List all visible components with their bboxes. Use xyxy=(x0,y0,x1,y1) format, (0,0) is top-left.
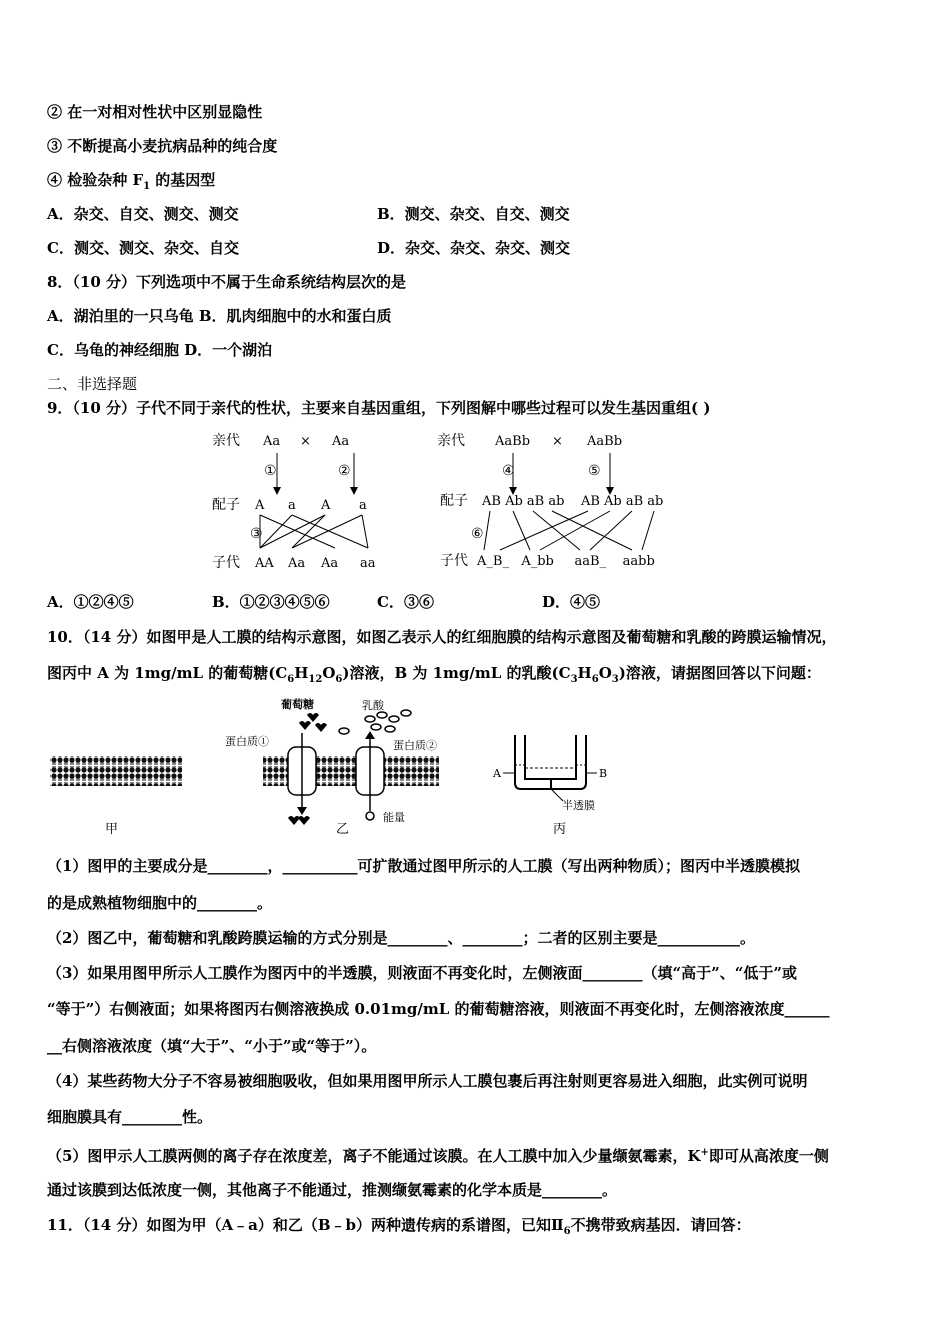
left-gamete-1: A xyxy=(255,498,265,513)
left-gamete-4: a xyxy=(359,498,367,513)
step-5-label: ⑤ xyxy=(588,463,601,479)
right-gamete-label: 配子 xyxy=(440,493,468,509)
q10-stem-2-s3: 6 xyxy=(335,674,343,685)
q7-option-d: D．杂交、杂交、杂交、测交 xyxy=(377,239,571,257)
q10-stem-2-s2: 12 xyxy=(308,674,323,685)
text-line-4 xyxy=(47,170,215,197)
q10-part-5-sup: + xyxy=(700,1147,709,1158)
q10-part-3-line-2: “等于”）右侧液面；如果将图丙右侧溶液换成 0.01mg/mL 的葡萄糖溶液，则液面不再变化时，左侧溶液浓度______ xyxy=(47,1000,830,1018)
q10-part-4-line-1: （4）某些药物大分子不容易被细胞吸收，但如果用图甲所示人工膜包裹后再注射则更容易进入细胞，此实例可说明 xyxy=(47,1072,808,1090)
q11-stem-sub: 6 xyxy=(563,1226,571,1237)
energy-dot xyxy=(366,812,374,820)
step-2-label: ② xyxy=(338,463,351,479)
fig-label-a: A xyxy=(493,767,501,780)
q11-stem xyxy=(47,1215,751,1242)
right-parent-2: AaBb xyxy=(587,434,623,449)
arrow-head-1 xyxy=(273,487,281,495)
right-offspring-label: 子代 xyxy=(440,553,468,569)
q10-part-1-line-1: （1）图甲的主要成分是________，__________可扩散通过图甲所示的人工膜（写出两种物质）；图丙中半透膜模拟 xyxy=(47,857,800,875)
q10-part-5-pre: （5）图甲示人工膜两侧的离子存在浓度差，离子不能通过该膜。在人工膜中加入少量缬氨霉素，K xyxy=(47,1147,701,1165)
energy-label: 能量 xyxy=(383,811,405,824)
left-parent-1: Aa xyxy=(263,434,281,449)
q10-stem-2-s1: 6 xyxy=(287,674,295,685)
left-offspring-label: 子代 xyxy=(212,555,240,571)
left-offspring-2: Aa xyxy=(288,556,306,571)
left-offspring-3: Aa xyxy=(321,556,339,571)
left-parent-label: 亲代 xyxy=(212,433,240,449)
left-cross-sign: × xyxy=(300,434,311,449)
q10-stem-2-g: )溶液，请据图回答以下问题： xyxy=(618,664,821,682)
q10-part-1-line-2: 的是成熟植物细胞中的________。 xyxy=(47,894,273,912)
q10-stem-2 xyxy=(47,663,821,690)
glucose-arrow-head xyxy=(297,807,307,815)
jia-membrane xyxy=(50,756,182,786)
q10-part-5-line-1 xyxy=(47,1143,829,1166)
left-gamete-3: A xyxy=(321,498,331,513)
q9-stem: 9．（10 分）子代不同于亲代的性状，主要来自基因重组，下列图解中哪些过程可以发生基因重组( ) xyxy=(47,399,711,417)
q10-stem-2-c: O xyxy=(322,664,336,682)
q9-option-b: B．①②③④⑤⑥ xyxy=(212,593,330,611)
q7-option-c: C．测交、测交、杂交、自交 xyxy=(47,239,239,257)
glucose-label: 葡萄糖 xyxy=(281,698,314,711)
lactic-molecules xyxy=(339,710,411,734)
q9-genetics-diagram xyxy=(200,425,680,580)
left-gamete-2: a xyxy=(288,498,296,513)
left-parent-2: Aa xyxy=(332,434,350,449)
q11-stem-post: 不携带致病基因．请回答： xyxy=(570,1216,751,1234)
q10-stem-2-e: H xyxy=(577,664,592,682)
q10-stem-1: 10．（14 分）如图甲是人工膜的结构示意图，如图乙表示人的红细胞膜的结构示意图及葡萄糖和乳酸的跨膜运输情况， xyxy=(47,628,837,646)
q10-part-5-post: 即可从高浓度一侧 xyxy=(708,1147,829,1165)
right-crossing-lines xyxy=(484,511,654,550)
q10-part-4-line-2: 细胞膜具有________性。 xyxy=(47,1108,213,1126)
q8-stem: 8．（10 分）下列选项中不属于生命系统结构层次的是 xyxy=(47,273,407,291)
left-crossing-lines xyxy=(260,515,368,548)
right-cross-sign: × xyxy=(552,434,563,449)
q10-stem-2-d: )溶液，B 为 1mg/mL 的乳酸(C xyxy=(342,664,571,682)
q9-option-d: D．④⑤ xyxy=(542,593,601,611)
q9-option-a: A．①②④⑤ xyxy=(47,593,134,611)
right-offspring: A_B_ A_bb aaB_ aabb xyxy=(477,554,655,569)
protein-1-label: 蛋白质① xyxy=(225,735,269,748)
q10-stem-2-s5: 6 xyxy=(591,674,599,685)
right-parent-label: 亲代 xyxy=(437,433,465,449)
text-line-2: ② 在一对相对性状中区别显隐性 xyxy=(47,103,263,121)
q7-option-a: A．杂交、自交、测交、测交 xyxy=(47,205,239,223)
q10-stem-2-s6: 3 xyxy=(611,674,619,685)
text-line-4-tail: 的基因型 xyxy=(150,171,216,189)
q10-part-3-line-3: __右侧溶液浓度（填“大于”、“小于”或“等于”）。 xyxy=(47,1037,377,1055)
q10-stem-2-b: H xyxy=(294,664,309,682)
step-3-label: ③ xyxy=(250,526,263,542)
step-4-label: ④ xyxy=(502,463,515,479)
q7-option-b: B．测交、杂交、自交、测交 xyxy=(377,205,570,223)
q10-membrane-figure xyxy=(45,693,645,843)
text-line-4-main: ④ 检验杂种 F xyxy=(47,171,144,189)
fig-label-b: B xyxy=(599,767,608,780)
q10-stem-2-s4: 3 xyxy=(570,674,578,685)
lactic-acid-label: 乳酸 xyxy=(362,699,384,712)
lactic-arrow-head xyxy=(365,731,375,739)
text-line-4-sub: 1 xyxy=(143,181,151,192)
left-gamete-label: 配子 xyxy=(212,497,240,513)
q10-part-5-line-2: 通过该膜到达低浓度一侧，其他离子不能通过，推测缬氨霉素的化学本质是________。 xyxy=(47,1181,618,1199)
q10-part-3-line-1: （3）如果用图甲所示人工膜作为图丙中的半透膜，则液面不再变化时，左侧液面________（填“高于”、“低于”或 xyxy=(47,964,797,982)
text-line-3: ③ 不断提高小麦抗病品种的纯合度 xyxy=(47,137,278,155)
q10-stem-2-f: O xyxy=(598,664,612,682)
right-parent-1: AaBb xyxy=(495,434,531,449)
right-gametes: AB Ab aB ab AB Ab aB ab xyxy=(482,494,664,509)
fig-bing-label: 丙 xyxy=(553,822,567,837)
left-offspring-4: aa xyxy=(360,556,376,571)
left-offspring-1: AA xyxy=(255,556,274,571)
fig-jia-label: 甲 xyxy=(105,822,119,837)
step-1-label: ① xyxy=(264,463,277,479)
u-tube-inner xyxy=(525,735,576,779)
semipermeable-label: 半透膜 xyxy=(562,799,595,812)
fig-yi-label: 乙 xyxy=(336,822,350,837)
arrow-head-2 xyxy=(350,487,358,495)
protein-2-label: 蛋白质② xyxy=(393,739,437,752)
q10-stem-2-a: 图丙中 A 为 1mg/mL 的葡萄糖(C xyxy=(47,664,288,682)
q9-option-c: C．③⑥ xyxy=(377,593,434,611)
q10-part-2: （2）图乙中，葡萄糖和乳酸跨膜运输的方式分别是________、________；二者的区别主要是___________。 xyxy=(47,929,755,947)
q8-options-cd: C．乌龟的神经细胞 D．一个湖泊 xyxy=(47,341,273,359)
q8-options-ab: A．湖泊里的一只乌龟 B．肌肉细胞中的水和蛋白质 xyxy=(47,307,392,325)
section-heading: 二、非选择题 xyxy=(47,375,138,393)
step-6-label: ⑥ xyxy=(471,526,484,542)
q11-stem-pre: 11．（14 分）如图为甲（A﹣a）和乙（B﹣b）两种遗传病的系谱图，已知Ⅱ xyxy=(47,1216,564,1234)
